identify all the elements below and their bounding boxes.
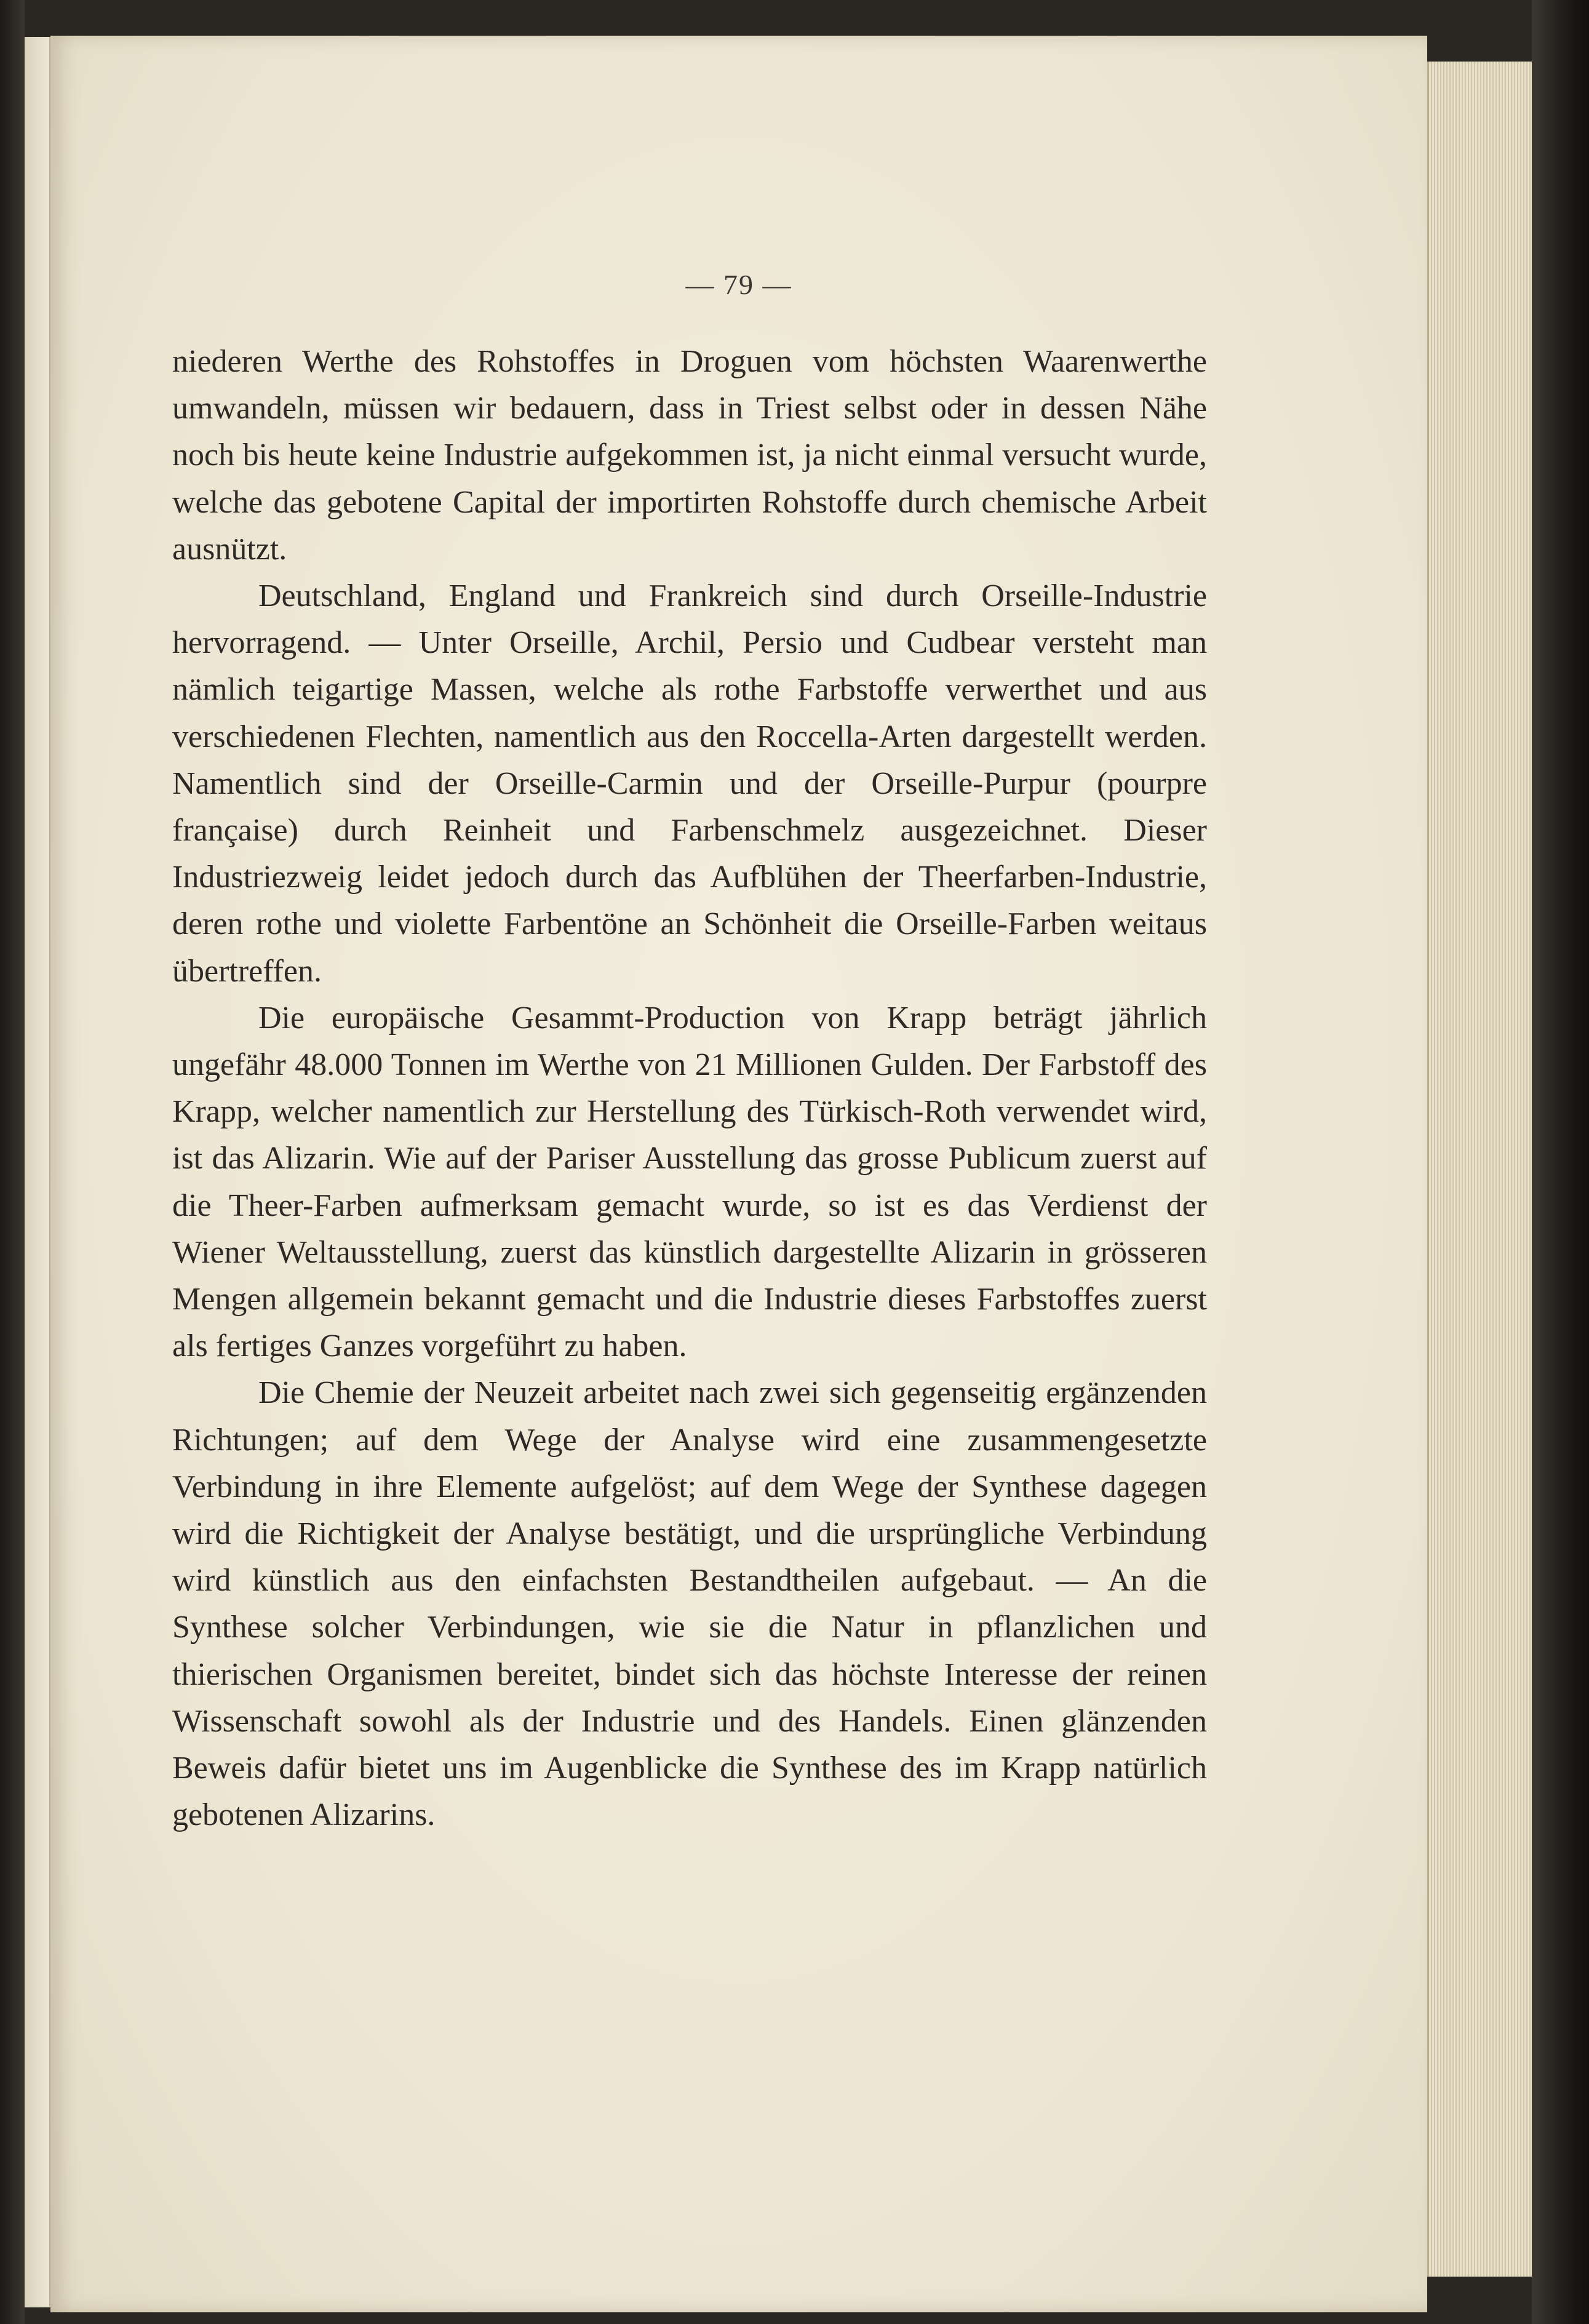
previous-page-edge — [25, 37, 50, 2307]
book-binding-left — [0, 0, 25, 2324]
page-number: — 79 — — [685, 269, 792, 300]
book-page — [50, 36, 1427, 2312]
paragraph: niederen Werthe des Rohstoffes in Droguen vom höchsten Waarenwerthe umwandeln, müssen wir bedauern, dass in Triest selbst oder in dessen Nähe noch bis heute keine Industrie aufgekommen ist, ja nicht einmal versucht wurde, welche das gebotene Capital der importirten Rohstoffe durch chemische Arbeit ausnützt. — [172, 344, 1207, 567]
paragraph: Die europäische Gesammt-Production von Krapp beträgt jährlich ungefähr 48.000 Tonnen im Werthe von 21 Millionen Gulden. Der Farbstoff des Krapp, welcher namentlich zur Herstellung des Türkisch-Roth verwendet wird, ist das Alizarin. Wie auf der Pariser Ausstellung das grosse Publicum zuerst auf die Theer-Farben aufmerksam gemacht wurde, so ist es das Verdienst der Wiener Weltausstellung, zuerst das künstlich dargestellte Alizarin in grösseren Mengen allgemein bekannt gemacht und die Industrie dieses Farbstoffes zuerst als fertiges Ganzes vorgeführt zu haben. — [172, 1000, 1207, 1364]
paragraph: Die Chemie der Neuzeit arbeitet nach zwei sich gegenseitig ergänzenden Richtungen; auf dem Wege der Analyse wird eine zusammengesetzte Verbindung in ihre Elemente aufgelöst; auf dem Wege der Synthese dagegen wird die Richtigkeit der Analyse bestätigt, und die ursprüngliche Verbindung wird künstlich aus den einfachsten Bestandtheilen aufgebaut. — An die Synthese solcher Verbindungen, wie sie die Natur in pflanzlichen und thierischen Organismen bereitet, bindet sich das höchste Interesse der reinen Wissenschaft sowohl als der Industrie und des Handels. Einen glänzenden Beweis dafür bietet uns im Augenblicke die Synthese des im Krapp natürlich gebotenen Alizarins. — [172, 1375, 1207, 1833]
book-binding-right — [1532, 0, 1589, 2324]
body-text — [172, 338, 1207, 1839]
page-block-edges — [1427, 62, 1534, 2277]
paragraph: Deutschland, England und Frankreich sind durch Orseille-Industrie hervorragend. — Unter Orseille, Archil, Persio und Cudbear versteht man nämlich teigartige Massen, welche als rothe Farbstoffe verwerthet und aus verschiedenen Flechten, namentlich aus den Roccella-Arten dargestellt werden. Namentlich sind der Orseille-Carmin und der Orseille-Purpur (pourpre française) durch Reinheit und Farbenschmelz ausgezeichnet. Dieser Industriezweig leidet jedoch durch das Aufblühen der Theerfarben-Industrie, deren rothe und violette Farbentöne an Schönheit die Orseille-Farben weitaus übertreffen. — [172, 578, 1207, 989]
